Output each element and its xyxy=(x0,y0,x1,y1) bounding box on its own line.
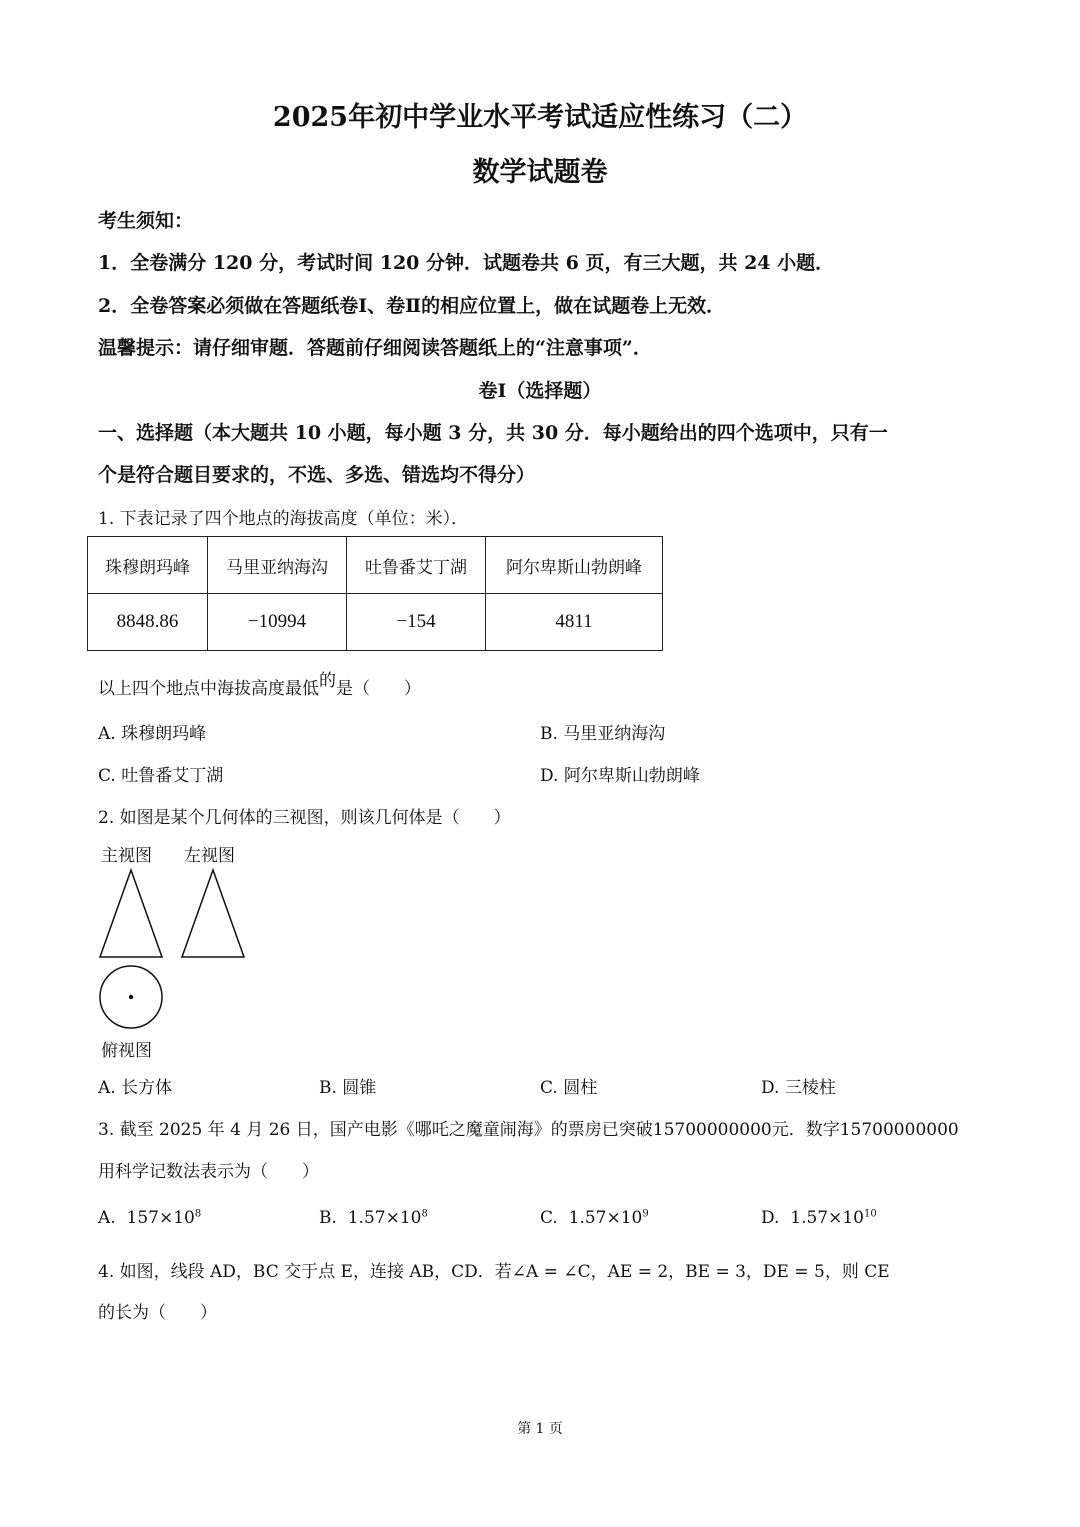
table-header-cell: 珠穆朗玛峰 xyxy=(88,537,208,594)
q1-option-d[interactable]: D. 阿尔卑斯山勃朗峰 xyxy=(540,766,700,786)
option-letter: D. xyxy=(761,1208,780,1228)
front-view-triangle xyxy=(100,870,162,957)
q2-option-a[interactable]: A. 长方体 xyxy=(98,1078,173,1098)
q2-stem: 2. 如图是某个几何体的三视图，则该几何体是（ ） xyxy=(98,808,511,828)
q3-stem-line-2: 用科学记数法表示为（ ） xyxy=(98,1162,319,1182)
option-base: 157×10 xyxy=(126,1208,195,1228)
q1-question-pre: 以上四个地点中海拔高度最低 xyxy=(98,679,319,699)
table-header-cell: 吐鲁番艾丁湖 xyxy=(347,537,486,594)
table-value-cell: 8848.86 xyxy=(88,594,208,651)
option-base: 1.57×10 xyxy=(347,1208,422,1228)
option-letter: A. xyxy=(98,1208,116,1228)
front-view-label: 主视图 xyxy=(101,846,152,866)
altitude-table xyxy=(87,536,663,651)
q3-stem-line-1: 3. 截至 2025 年 4 月 26 日，国产电影《哪吒之魔童闹海》的票房已突破15700000000元．数字15700000000 xyxy=(98,1120,959,1140)
part-title: 卷Ⅰ（选择题） xyxy=(478,380,602,402)
page-footer: 第 1 页 xyxy=(517,1421,563,1437)
option-letter: B. xyxy=(319,1208,337,1228)
q3-option-b[interactable] xyxy=(319,1208,428,1228)
table-value-cell: −10994 xyxy=(208,594,347,651)
q1-question-post: 是（ ） xyxy=(336,679,421,699)
notice-heading: 考生须知： xyxy=(98,210,194,232)
q1-option-a[interactable]: A. 珠穆朗玛峰 xyxy=(98,724,207,744)
q3-option-c[interactable] xyxy=(540,1208,649,1228)
q4-stem-line-2: 的长为（ ） xyxy=(98,1303,217,1323)
option-base: 1.57×10 xyxy=(568,1208,643,1228)
q1-option-c[interactable]: C. 吐鲁番艾丁湖 xyxy=(98,766,224,786)
option-exponent: 8 xyxy=(421,1208,428,1220)
q2-option-b[interactable]: B. 圆锥 xyxy=(319,1078,377,1098)
table-header-cell: 马里亚纳海沟 xyxy=(208,537,347,594)
section-heading-line-1: 一、选择题（本大题共 10 小题，每小题 3 分，共 30 分．每小题给出的四个选项中，只有一 xyxy=(98,422,888,444)
exam-subtitle: 数学试题卷 xyxy=(472,157,608,188)
reminder: 温馨提示：请仔细审题．答题前仔细阅读答题纸上的“注意事项”． xyxy=(98,337,652,359)
left-view-triangle xyxy=(182,870,244,957)
table-value-cell: −154 xyxy=(347,594,486,651)
q3-option-a[interactable] xyxy=(98,1208,201,1228)
q1-question-sup: 的 xyxy=(319,671,336,691)
option-exponent: 8 xyxy=(194,1208,202,1220)
section-heading-line-2: 个是符合题目要求的，不选、多选、错选均不得分） xyxy=(98,464,536,486)
option-exponent: 10 xyxy=(863,1208,877,1220)
notice-item-2: 2．全卷答案必须做在答题纸卷Ⅰ、卷Ⅱ的相应位置上，做在试题卷上无效． xyxy=(98,295,726,317)
top-view-center-dot xyxy=(129,995,133,999)
option-letter: C. xyxy=(540,1208,558,1228)
top-view-label: 俯视图 xyxy=(101,1041,152,1061)
table-header-cell: 阿尔卑斯山勃朗峰 xyxy=(486,537,663,594)
q3-option-d[interactable] xyxy=(761,1208,877,1228)
q1-option-b[interactable]: B. 马里亚纳海沟 xyxy=(540,724,666,744)
q1-question xyxy=(98,671,421,699)
q1-stem: 1. 下表记录了四个地点的海拔高度（单位：米）． xyxy=(98,509,469,529)
option-exponent: 9 xyxy=(642,1208,649,1220)
notice-item-1: 1．全卷满分 120 分，考试时间 120 分钟．试题卷共 6 页，有三大题，共 24 小题． xyxy=(98,252,835,274)
q2-option-c[interactable]: C. 圆柱 xyxy=(540,1078,598,1098)
exam-title: 2025年初中学业水平考试适应性练习（二） xyxy=(272,102,808,133)
three-view-figure xyxy=(96,864,256,1034)
q2-option-d[interactable]: D. 三棱柱 xyxy=(761,1078,836,1098)
table-value-cell: 4811 xyxy=(486,594,663,651)
q4-stem-line-1: 4. 如图，线段 AD，BC 交于点 E，连接 AB，CD．若∠A = ∠C，AE = 2，BE = 3，DE = 5，则 CE xyxy=(98,1262,890,1282)
left-view-label: 左视图 xyxy=(184,846,235,866)
option-base: 1.57×10 xyxy=(790,1208,864,1228)
